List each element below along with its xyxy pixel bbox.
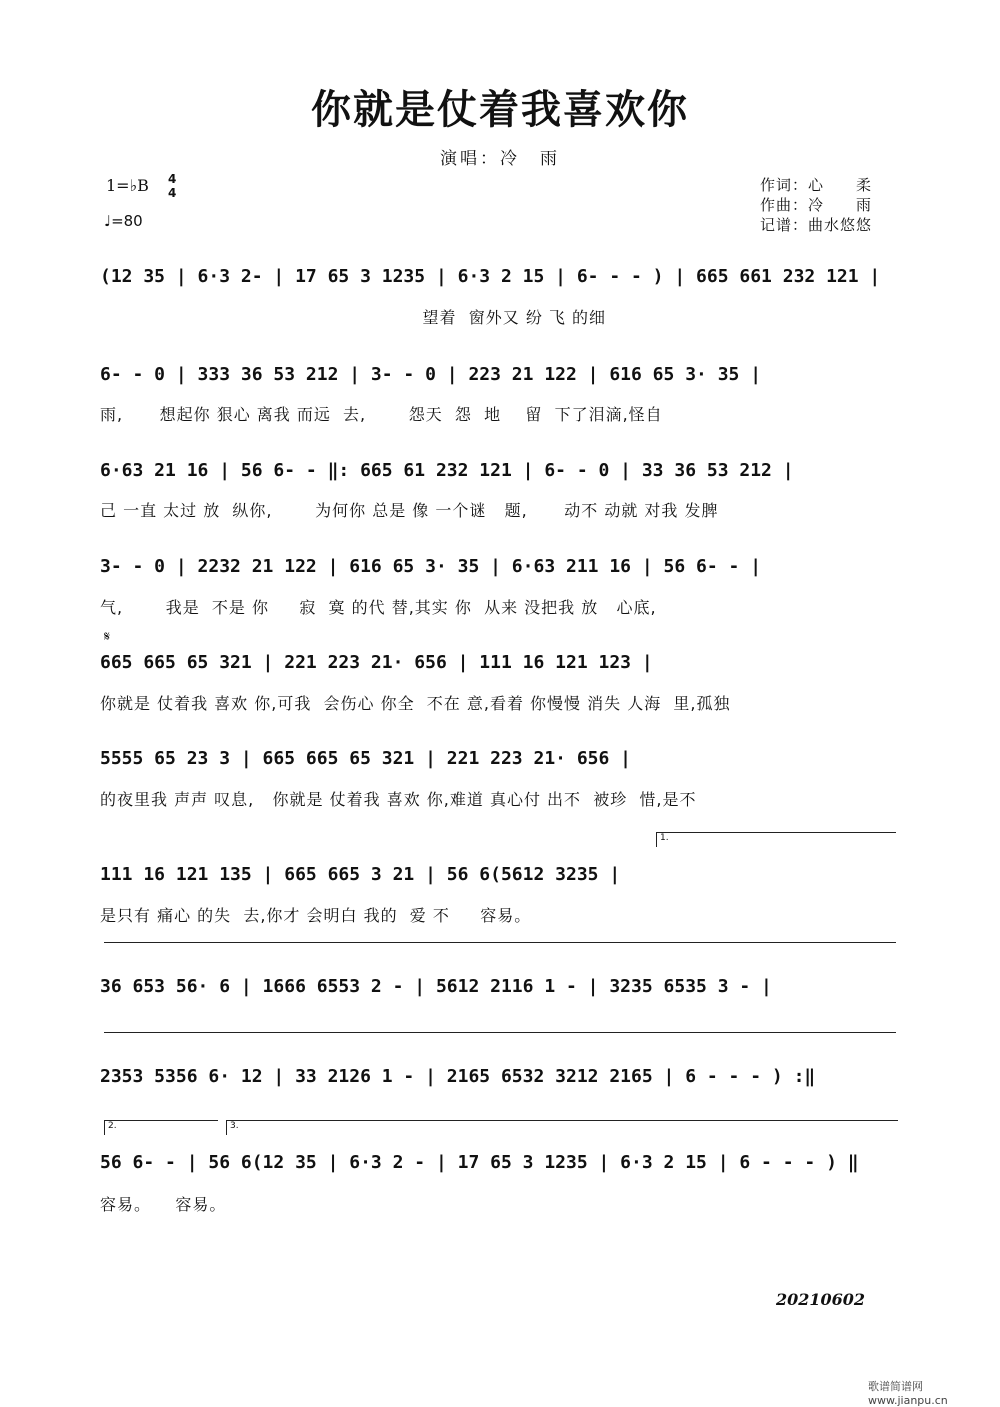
lyrics-line-6: 的夜里我 声声 叹息, 你就是 仗着我 喜欢 你,难道 真心付 出不 被珍 惜,是不 (100, 790, 697, 809)
notation-line-2: 6- - 0 | 333 36 53 212 | 3- - 0 | 223 21 122 | 616 65 3· 35 | (100, 364, 762, 385)
notation-line-9: 2353 5356 6· 12 | 33 2126 1 - | 2165 6532 3212 2165 | 6 - - - ) :‖ (100, 1066, 816, 1087)
volta-1-bracket (656, 832, 896, 847)
notation-line-1: (12 35 | 6·3 2- | 17 65 3 1235 | 6·3 2 15 | 6- - - ) | 665 661 232 121 | (100, 266, 881, 287)
lyrics-line-2: 雨, 想起你 狠心 离我 而远 去, 怨天 怨 地 留 下了泪滴,怪自 (100, 405, 663, 424)
volta-3-bracket (226, 1120, 898, 1135)
volta-2-label: 2. (108, 1121, 117, 1131)
lyrics-line-7: 是只有 痛心 的失 去,你才 会明白 我的 爱 不 容易。 (100, 906, 532, 925)
volta-2-bracket (104, 1120, 218, 1135)
site-watermark: 歌谱简谱网 www.jianpu.cn (868, 1380, 948, 1407)
song-title: 你就是仗着我喜欢你 (311, 86, 689, 133)
time-signature-bottom: 4 (168, 186, 177, 200)
singer-credit: 演唱：冷 雨 (440, 149, 560, 169)
segno-sign: 𝄋 (104, 629, 111, 645)
lyrics-line-4: 气, 我是 不是 你 寂 寞 的代 替,其实 你 从来 没把我 放 心底, (100, 598, 657, 617)
notation-line-8: 36 653 56· 6 | 1666 6553 2 - | 5612 2116 1 - | 3235 6535 3 - | (100, 976, 772, 997)
volta-1-continuation-rule-2 (104, 1032, 896, 1033)
time-signature-top: 4 (168, 172, 177, 186)
volta-3-label: 3. (230, 1121, 239, 1131)
key-signature: 1=♭B (106, 176, 149, 195)
notation-line-6: 5555 65 23 3 | 665 665 65 321 | 221 223 21· 656 | (100, 748, 632, 769)
notation-line-3: 6·63 21 16 | 56 6- - ‖: 665 61 232 121 | 6- - 0 | 33 36 53 212 | (100, 460, 794, 481)
composer-credit: 作曲：冷 雨 (760, 196, 873, 214)
transcription-date: 20210602 (776, 1290, 866, 1309)
transcriber-credit: 记谱：曲水悠悠 (760, 216, 873, 234)
lyrics-line-10: 容易。 容易。 (100, 1195, 227, 1214)
lyrics-line-5: 你就是 仗着我 喜欢 你,可我 会伤心 你全 不在 意,看着 你慢慢 消失 人海 里,孤独 (100, 694, 731, 713)
lyrics-line-1: 望着 窗外又 纷 飞 的细 (100, 308, 606, 327)
notation-line-10: 56 6- - | 56 6(12 35 | 6·3 2 - | 17 65 3 1235 | 6·3 2 15 | 6 - - - ) ‖ (100, 1152, 859, 1173)
lyrics-line-3: 己 一直 太过 放 纵你, 为何你 总是 像 一个谜 题, 动不 动就 对我 发脾 (100, 501, 719, 520)
volta-1-label: 1. (660, 833, 669, 843)
tempo-marking: ♩=80 (104, 212, 143, 230)
time-signature (168, 172, 176, 200)
notation-line-4: 3- - 0 | 2232 21 122 | 616 65 3· 35 | 6·63 211 16 | 56 6- - | (100, 556, 762, 577)
lyricist-credit: 作词：心 柔 (760, 176, 873, 194)
volta-1-continuation-rule (104, 942, 896, 943)
notation-line-5: 665 665 65 321 | 221 223 21· 656 | 111 16 121 123 | (100, 652, 653, 673)
notation-line-7: 111 16 121 135 | 665 665 3 21 | 56 6(5612 3235 | (100, 864, 621, 885)
